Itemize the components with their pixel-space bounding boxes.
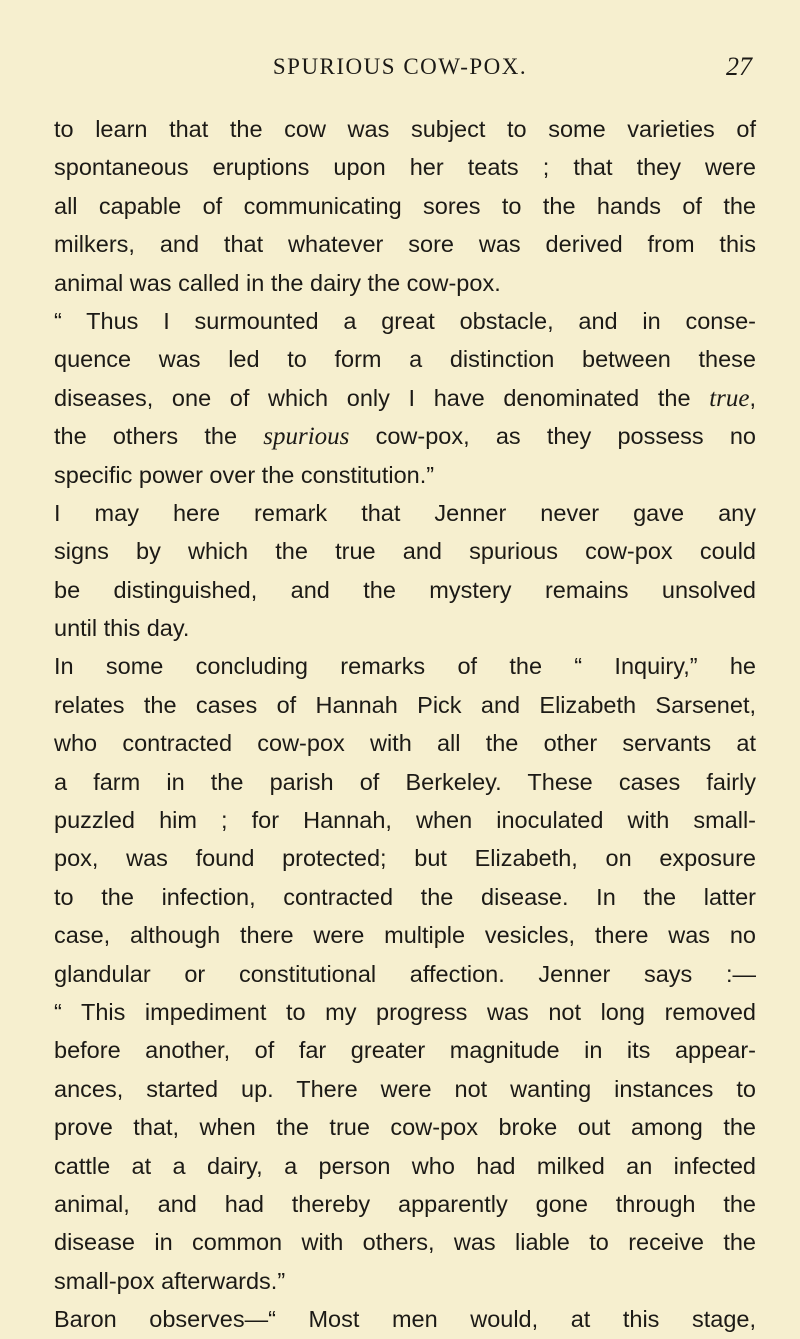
text-line: milkers, and that whatever sore was derived from this bbox=[54, 231, 756, 258]
text-line: specific power over the constitution.” bbox=[54, 461, 435, 488]
text-line: a farm in the parish of Berkeley. These cases fairly bbox=[54, 768, 756, 795]
text-line: until this day. bbox=[54, 615, 190, 642]
text-line: ances, started up. There were not wanting instances to bbox=[54, 1075, 756, 1102]
text-segment: cow-pox, as they possess no bbox=[349, 423, 756, 450]
text-segment: the others the bbox=[54, 423, 264, 450]
page-header bbox=[0, 52, 800, 86]
text-line: pox, was found protected; but Elizabeth, on exposure bbox=[54, 845, 756, 872]
italic-term: true bbox=[709, 384, 750, 412]
text-line: I may here remark that Jenner never gave any bbox=[54, 499, 756, 526]
text-line: all capable of communicating sores to the hands of the bbox=[54, 192, 756, 219]
text-line: who contracted cow-pox with all the other servants at bbox=[54, 730, 756, 757]
text-line: to the infection, contracted the disease. In the latter bbox=[54, 883, 756, 910]
text-line: cattle at a dairy, a person who had milked an infected bbox=[54, 1152, 756, 1179]
text-line: relates the cases of Hannah Pick and Elizabeth Sarsenet, bbox=[54, 691, 756, 718]
text-line: prove that, when the true cow-pox broke out among the bbox=[54, 1114, 756, 1141]
body-text bbox=[54, 110, 756, 1339]
text-line: small-pox afterwards.” bbox=[54, 1267, 286, 1294]
text-line: disease in common with others, was liable to receive the bbox=[54, 1229, 756, 1256]
text-segment: , bbox=[749, 384, 756, 411]
text-segment: diseases, one of which only I have denominated the bbox=[54, 384, 710, 411]
text-line: glandular or constitutional affection. Jenner says :— bbox=[54, 960, 756, 987]
text-line: quence was led to form a distinction between these bbox=[54, 346, 756, 373]
text-line bbox=[54, 379, 756, 417]
text-line: animal, and had thereby apparently gone through the bbox=[54, 1190, 756, 1217]
text-line: to learn that the cow was subject to some varieties of bbox=[54, 116, 756, 142]
page-number: 27 bbox=[726, 52, 752, 81]
text-line: “ This impediment to my progress was not long removed bbox=[54, 998, 756, 1025]
text-line: signs by which the true and spurious cow-pox could bbox=[54, 538, 756, 565]
text-line: puzzled him ; for Hannah, when inoculated with small- bbox=[54, 807, 756, 834]
italic-term: spurious bbox=[263, 423, 350, 451]
text-line bbox=[54, 417, 756, 455]
text-line: before another, of far greater magnitude in its appear- bbox=[54, 1037, 756, 1064]
text-line: In some concluding remarks of the “ Inquiry,” he bbox=[54, 653, 756, 680]
text-line: Baron observes—“ Most men would, at this stage, bbox=[54, 1306, 756, 1333]
text-line: case, although there were multiple vesicles, there was no bbox=[54, 922, 756, 949]
text-line: “ Thus I surmounted a great obstacle, and in conse- bbox=[54, 307, 756, 334]
text-line: spontaneous eruptions upon her teats ; that they were bbox=[54, 154, 756, 181]
running-title: SPURIOUS COW-POX. bbox=[272, 54, 528, 79]
text-line: animal was called in the dairy the cow-pox. bbox=[54, 269, 501, 296]
text-line: be distinguished, and the mystery remains unsolved bbox=[54, 576, 756, 603]
